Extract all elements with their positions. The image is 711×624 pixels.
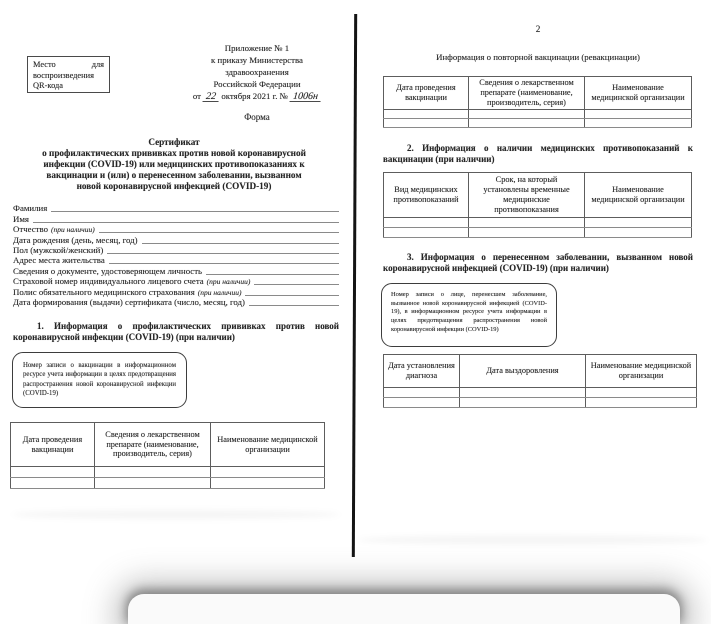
field-blank-line <box>33 222 339 223</box>
field-certificate-date <box>13 297 339 307</box>
revaccination-table <box>383 76 692 128</box>
field-label: Дата рождения (день, месяц, год) <box>13 234 138 245</box>
title-line: Сертификат <box>148 137 200 147</box>
field-blank-line <box>99 232 339 233</box>
empty-cell <box>95 467 211 478</box>
title-line: инфекции (COVID-19) или медицинских противопоказаниях к <box>43 159 305 169</box>
table-header-row <box>11 423 325 467</box>
personal-data-fields <box>13 203 339 307</box>
table-row <box>384 110 692 119</box>
header-cell: Сведения о лекарственном препарате (наименование, производитель, серия) <box>469 77 585 110</box>
contraindications-table <box>383 172 692 238</box>
field-blank-line <box>107 253 339 254</box>
field-surname <box>13 203 339 213</box>
illness-registry-note-box <box>381 283 557 347</box>
handwritten-order-number: 1006н <box>290 92 322 102</box>
field-note: (при наличии) <box>51 225 95 235</box>
appendix-line: Российской Федерации <box>213 79 301 90</box>
table-row <box>11 478 325 489</box>
past-illness-table <box>383 354 697 408</box>
table-row <box>384 388 697 398</box>
field-label: Адрес места жительства <box>13 255 105 266</box>
page-number: 2 <box>535 24 541 34</box>
field-identity-document <box>13 265 339 275</box>
field-note: (при наличии) <box>206 277 251 287</box>
field-blank-line <box>249 305 339 306</box>
section-3-heading: 3. Информация о перенесенном заболевании, вызванном новой коронавирусной инфекцией (COVID-19) (при наличии) <box>383 252 693 273</box>
order-date-line <box>168 90 346 102</box>
empty-cell <box>384 228 469 238</box>
empty-cell <box>384 119 469 128</box>
field-sex <box>13 245 339 255</box>
appendix-line: Приложение № 1 <box>224 43 290 53</box>
field-label: Отчество <box>13 224 48 235</box>
field-oms-policy <box>13 286 339 296</box>
bottom-overlay-panel[interactable] <box>128 594 680 624</box>
revaccination-heading: Информация о повторной вакцинации (ревакцинации) <box>436 52 640 62</box>
empty-cell <box>384 398 460 408</box>
title-line: о профилактических прививках против новой коронавирусной <box>42 148 306 158</box>
empty-cell <box>469 228 585 238</box>
empty-cell <box>469 110 585 119</box>
header-cell: Срок, на который установлены временные медицинские противопоказания <box>469 173 585 218</box>
field-label: Дата формирования (выдачи) сертификата (число, месяц, год) <box>13 296 245 307</box>
appendix-line: к приказу Министерства <box>211 55 303 66</box>
title-line: вакцинации и (или) о перенесенном заболевании, вызванном <box>46 170 302 180</box>
empty-cell <box>585 228 692 238</box>
empty-cell <box>585 119 692 128</box>
illness-note-text: Номер записи о лице, перенесшем заболевание, вызванное новой коронавирусной инфекцией (COVID-19), в информационном ресурсе учета информации в целях предотвращения распространения новой коронавирусной инфекции (COVID-19) <box>391 291 547 333</box>
field-blank-line <box>109 263 339 264</box>
empty-cell <box>11 478 95 489</box>
field-label: Имя <box>13 213 29 224</box>
vaccination-registry-note-box <box>12 352 187 408</box>
section-2-heading: 2. Информация о наличии медицинских противопоказаний к вакцинации (при наличии) <box>383 143 693 164</box>
empty-cell <box>469 119 585 128</box>
scan-artifact <box>358 535 708 545</box>
table-header-row <box>384 355 697 388</box>
empty-cell <box>460 388 586 398</box>
registry-note-text: Номер записи о вакцинации в информационном ресурсе учета информации в целях предотвращения распространения новой коронавирусной инфекции (COVID-19) <box>23 362 176 397</box>
field-label: Сведения о документе, удостоверяющем личность <box>13 265 203 276</box>
field-snils <box>13 276 339 286</box>
appendix-header <box>168 42 346 102</box>
empty-cell <box>585 218 692 228</box>
empty-cell <box>211 467 325 478</box>
empty-cell <box>384 388 460 398</box>
field-birthdate <box>13 234 339 244</box>
appendix-line: здравоохранения <box>225 67 289 78</box>
table-row <box>384 228 692 238</box>
vaccination-table <box>10 422 325 489</box>
empty-cell <box>585 110 692 119</box>
form-label: Форма <box>244 112 270 122</box>
field-label: Пол (мужской/женский) <box>13 244 104 255</box>
table-row <box>384 218 692 228</box>
field-blank-line <box>254 284 339 285</box>
field-blank-line <box>245 295 339 296</box>
header-cell: Наименование медицинской организации <box>585 173 692 218</box>
empty-cell <box>384 218 469 228</box>
header-cell: Наименование медицинской организации <box>211 423 325 467</box>
empty-cell <box>469 218 585 228</box>
table-header-row <box>384 173 692 218</box>
header-cell: Дата проведения вакцинации <box>11 423 95 467</box>
table-row <box>384 119 692 128</box>
certificate-title <box>8 137 340 192</box>
table-row <box>384 398 697 408</box>
page-spine-divider <box>352 14 357 557</box>
empty-cell <box>211 478 325 489</box>
order-middle: октября 2021 г. № <box>221 91 289 102</box>
empty-cell <box>384 110 469 119</box>
title-line: новой коронавирусной инфекцией (COVID-19) <box>76 181 272 191</box>
empty-cell <box>586 388 697 398</box>
field-firstname <box>13 213 339 223</box>
order-prefix: от <box>192 91 201 102</box>
header-cell: Дата установления диагноза <box>384 355 460 388</box>
empty-cell <box>586 398 697 408</box>
field-blank-line <box>206 274 339 275</box>
field-label: Полис обязательного медицинского страхования <box>13 286 195 297</box>
field-label: Фамилия <box>13 203 48 214</box>
qr-code-placeholder-box: Место для воспроизведения QR-кода <box>27 56 110 93</box>
field-address <box>13 255 339 265</box>
header-cell: Сведения о лекарственном препарате (наименование, производитель, серия) <box>95 423 211 467</box>
field-label: Страховой номер индивидуального лицевого счета <box>13 276 204 287</box>
header-cell: Наименование медицинской организации <box>585 77 692 110</box>
header-cell: Вид медицинских противопоказаний <box>384 173 469 218</box>
field-note: (при наличии) <box>197 287 242 297</box>
header-cell: Наименование медицинской организации <box>586 355 697 388</box>
empty-cell <box>11 467 95 478</box>
header-cell: Дата выздоровления <box>460 355 586 388</box>
field-blank-line <box>142 243 339 244</box>
handwritten-day: 22 <box>203 92 220 102</box>
field-blank-line <box>51 211 339 212</box>
table-row <box>11 467 325 478</box>
section-1-heading: 1. Информация о профилактических прививках против новой коронавирусной инфекции (COVID-19) (при наличии) <box>13 321 339 342</box>
header-cell: Дата проведения вакцинации <box>384 77 469 110</box>
empty-cell <box>460 398 586 408</box>
field-patronymic <box>13 224 339 234</box>
scan-artifact <box>12 510 340 519</box>
table-header-row <box>384 77 692 110</box>
empty-cell <box>95 478 211 489</box>
